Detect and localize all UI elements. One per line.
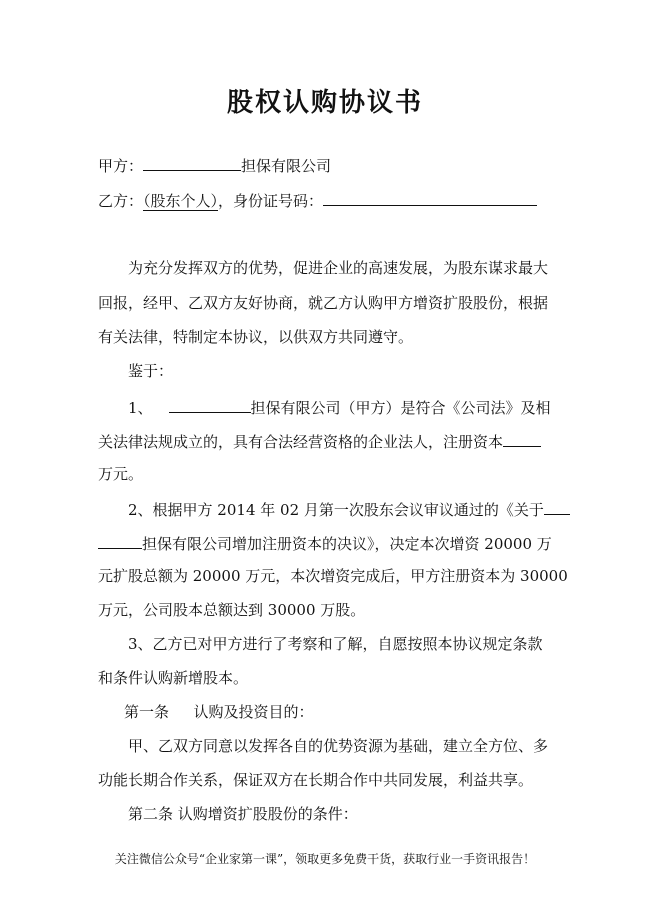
article1-line-1: 甲、乙双方同意以发挥各自的优势资源为基础，建立全方位、多 [128, 737, 549, 755]
party-a-label: 甲方： [98, 157, 144, 175]
document-title: 股权认购协议书 [226, 88, 423, 118]
item1-line-2-text: 关法律法规成立的，具有合法经营资格的企业法人，注册资本 [98, 433, 504, 451]
item1-text: 担保有限公司（甲方）是符合《公司法》及相 [250, 399, 551, 417]
item3-line-1: 3、乙方已对甲方进行了考察和了解，自愿按照本协议规定条款 [128, 635, 543, 653]
party-a-line [98, 154, 331, 176]
item1-line-2 [98, 430, 541, 452]
item1-number: 1、 [128, 399, 153, 417]
item1-line-1 [128, 396, 551, 418]
article1-heading: 第一条 认购及投资目的： [124, 703, 314, 721]
article2-heading: 第二条 认购增资扩股股份的条件： [128, 805, 358, 823]
item2-line-2 [98, 532, 552, 554]
footer-promo: 关注微信公众号“企业家第一课”，领取更多免费干货，获取行业一手资讯报告！ [114, 852, 536, 866]
item2-line-1-text: 2、根据甲方 2014 年 02 月第一次股东会议审议通过的《关于 [128, 501, 544, 519]
party-b-name: （股东个人） [143, 192, 219, 210]
article1-line-2: 功能长期合作关系，保证双方在长期合作中共同发展，利益共享。 [98, 771, 534, 789]
intro-line-1: 为充分发挥双方的优势，促进企业的高速发展，为股东谋求最大 [128, 259, 549, 277]
intro-line-2: 回报，经甲、乙双方友好协商，就乙方认购甲方增资扩股股份，根据 [98, 294, 549, 312]
item2-line-1 [128, 498, 570, 520]
item1-line-3: 万元。 [98, 465, 144, 483]
party-a-blank [143, 154, 241, 171]
party-b-line [98, 189, 537, 211]
item2-line-2-text: 担保有限公司增加注册资本的决议》，决定本次增资 20000 万 [142, 535, 552, 553]
intro-line-3: 有关法律，特制定本协议，以供双方共同遵守。 [98, 328, 414, 346]
whereas-heading: 鉴于： [128, 362, 174, 380]
item3-line-2: 和条件认购新增股本。 [98, 669, 249, 687]
party-b-id-blank [323, 189, 537, 206]
party-b-id-label: ，身份证号码： [218, 192, 324, 210]
capital-blank [503, 430, 541, 447]
party-b-label: 乙方： [98, 192, 144, 210]
item2-line-3: 元扩股总额为 20000 万元，本次增资完成后，甲方注册资本为 30000 [98, 567, 568, 585]
party-a-suffix: 担保有限公司 [241, 157, 332, 175]
resolution-blank-b [98, 532, 142, 549]
resolution-blank-a [544, 498, 570, 515]
item1-blank [169, 396, 251, 413]
item2-line-4: 万元，公司股本总额达到 30000 万股。 [98, 601, 366, 619]
